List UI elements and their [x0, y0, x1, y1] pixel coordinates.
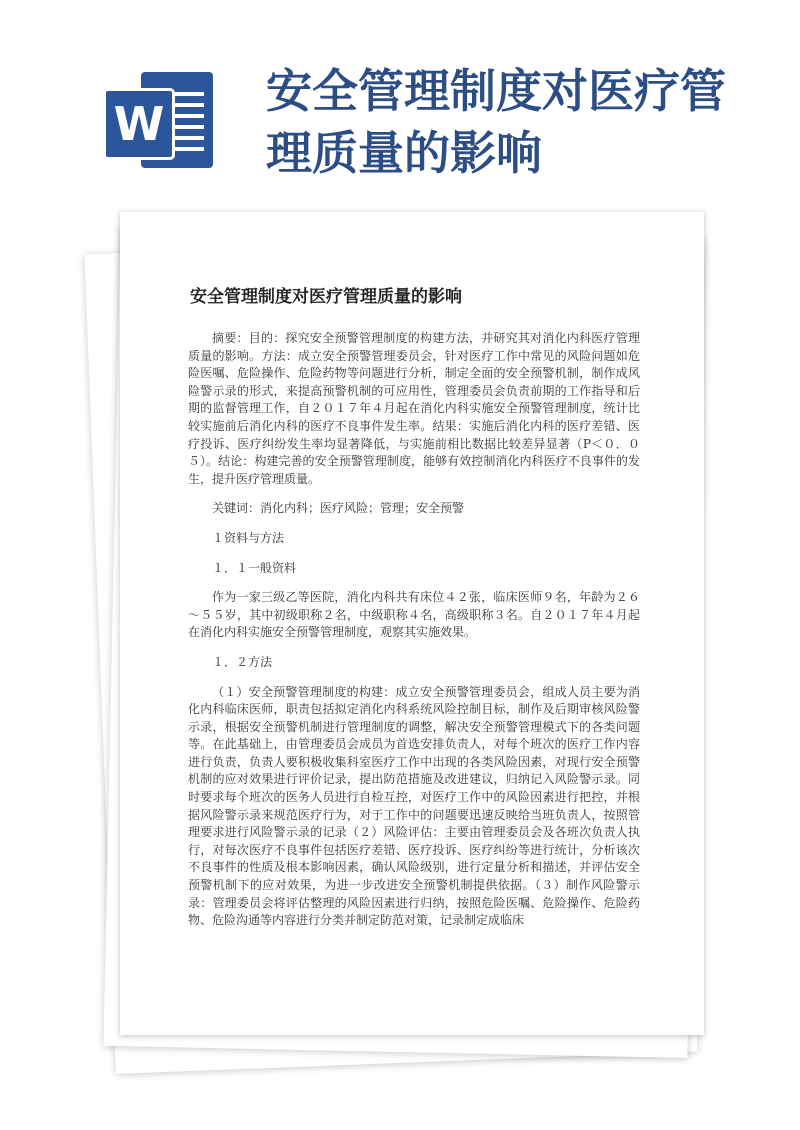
- methods-paragraph: （１）安全预警管理制度的构建：成立安全预警管理委员会，组成人员主要为消化内科临床医师，职责包括拟定消化内科系统风险控制目标，制作及后期审核风险警示录，根据安全预警机制进行管理制度的调整，解决安全预警管理模式下的各类问题等。在此基础上，由管理委员会成员为首选安排负责人，对每个班次的医疗工作内容进行负责，负责人要积极收集科室医疗工作中出现的各类风险因素，对现行安全预警机制的应对效果进行评价记录，提出防范措施及改进建议，归纳记入风险警示录。同时要求每个班次的医务人员进行自检互控，对医疗工作中的风险因素进行把控，并根据风险警示录来规范医疗行为，对于工作中的问题要迅速反映给当班负责人，按照管理要求进行风险警示录的记录（２）风险评估：主要由管理委员会及各班次负责人执行，对每次医疗不良事件包括医疗差错、医疗投诉、医疗纠纷等进行统计，分析该次不良事件的性质及根本影响因素，确认风险级别，进行定量分析和描述，并评估安全预警机制下的应对效果，为进一步改进安全预警机制提供依据。（３）制作风险警示录：管理委员会将评估整理的风险因素进行归纳，按照危险医嘱、危险操作、危险药物、危险沟通等内容进行分类并制定防范对策，记录制定成临床: [188, 684, 640, 928]
- subsection-heading-methods: １．２方法: [212, 654, 273, 669]
- general-info-paragraph: 作为一家三级乙等医院，消化内科共有床位４２张，临床医师９名，年龄为２６～５５岁，其中初级职称２名，中级职称４名，高级职称３名。自２０１７年４月起在消化内科实施安全预警管理制度，观察其实施效果。: [188, 590, 640, 640]
- header-banner: [0, 0, 800, 215]
- document-title: 安全管理制度对医疗管理质量的影响: [190, 287, 462, 307]
- word-document-icon: [103, 72, 215, 168]
- banner-title: 安全管理制度对医疗管理质量的影响: [266, 64, 726, 180]
- word-logo-letter: W: [103, 88, 175, 160]
- section-heading-materials: １资料与方法: [212, 530, 285, 545]
- abstract-paragraph: 摘要：目的：探究安全预警管理制度的构建方法，并研究其对消化内科医疗管理质量的影响。方法：成立安全预警管理委员会，针对医疗工作中常见的风险问题如危险医嘱、危险操作、危险药物等问题进行分析，制定全面的安全预警机制，制作成风险警示录的形式，来提高预警机制的可应用性，管理委员会负责前期的工作指导和后期的监督管理工作，自２０１７年４月起在消化内科实施安全预警管理制度，统计比较实施前后消化内科的医疗不良事件发生率。结果：实施后消化内科的医疗差错、医疗投诉、医疗纠纷发生率均显著降低，与实施前相比数据比较差异显著（P＜０．０５）。结论：构建完善的安全预警管理制度，能够有效控制消化内科医疗不良事件的发生，提升医疗管理质量。: [188, 331, 640, 486]
- keywords-paragraph: 关键词：消化内科；医疗风险；管理；安全预警: [212, 501, 465, 516]
- subsection-heading-general: １．１一般资料: [212, 560, 297, 575]
- document-body: [188, 330, 640, 942]
- document-page: [120, 212, 704, 1035]
